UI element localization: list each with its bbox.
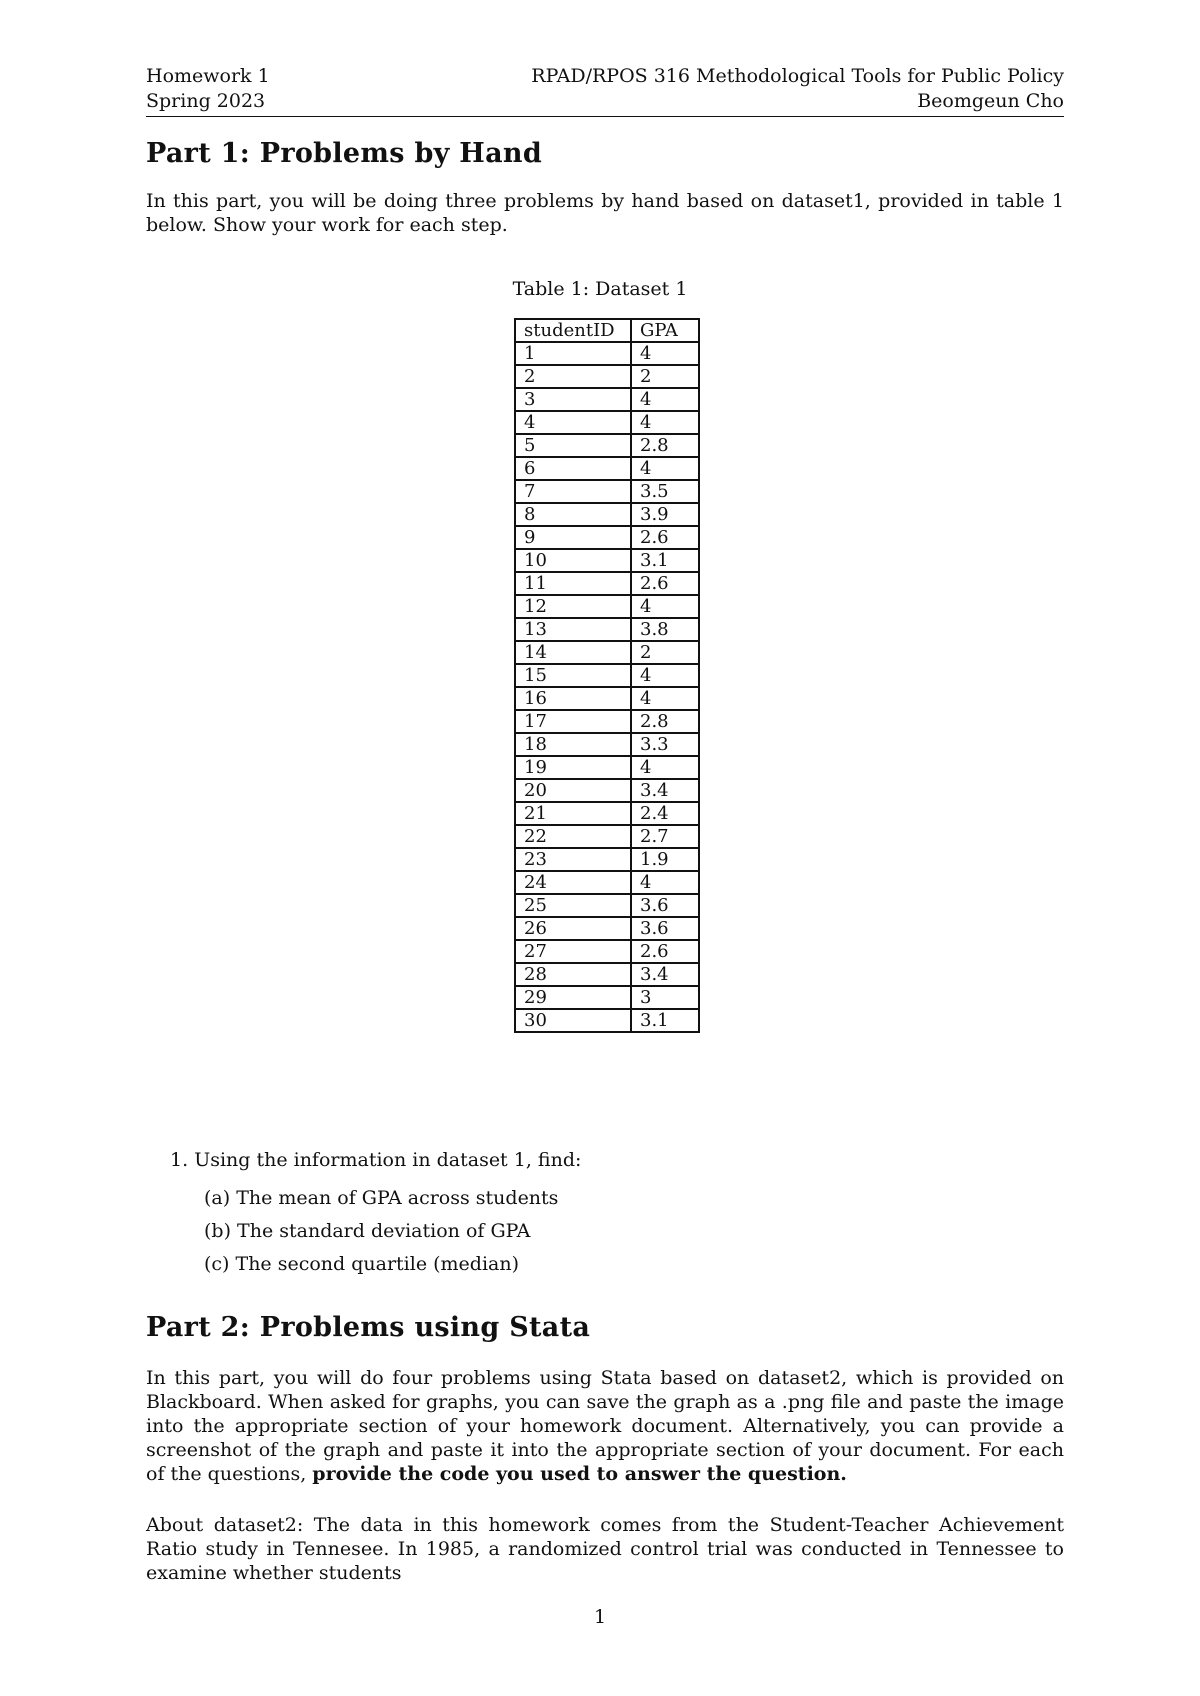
list-item xyxy=(204,1220,558,1253)
cell-gpa: 4 xyxy=(631,756,699,779)
table-row xyxy=(515,894,699,917)
cell-studentid: 23 xyxy=(515,848,631,871)
cell-gpa: 4 xyxy=(631,664,699,687)
table-row xyxy=(515,917,699,940)
table-row xyxy=(515,457,699,480)
table-row xyxy=(515,825,699,848)
table-row xyxy=(515,526,699,549)
cell-studentid: 5 xyxy=(515,434,631,457)
table-row xyxy=(515,963,699,986)
cell-gpa: 2 xyxy=(631,365,699,388)
header-course-title: RPAD/RPOS 316 Methodological Tools for Public Policy xyxy=(531,65,1064,87)
table-caption: Table 1: Dataset 1 xyxy=(512,278,688,300)
cell-studentid: 8 xyxy=(515,503,631,526)
page-header xyxy=(146,64,1064,114)
cell-studentid: 22 xyxy=(515,825,631,848)
cell-studentid: 16 xyxy=(515,687,631,710)
header-author: Beomgeun Cho xyxy=(917,90,1064,112)
cell-gpa: 3 xyxy=(631,986,699,1009)
cell-studentid: 21 xyxy=(515,802,631,825)
cell-gpa: 4 xyxy=(631,687,699,710)
table-row xyxy=(515,641,699,664)
table-row xyxy=(515,1009,699,1032)
cell-studentid: 7 xyxy=(515,480,631,503)
cell-gpa: 4 xyxy=(631,457,699,480)
table-row xyxy=(515,434,699,457)
part2-intro xyxy=(146,1366,1064,1486)
list-item xyxy=(204,1187,558,1220)
table-row xyxy=(515,848,699,871)
item-label: (c) xyxy=(204,1253,230,1275)
cell-studentid: 9 xyxy=(515,526,631,549)
cell-studentid: 13 xyxy=(515,618,631,641)
part2-intro-bold: provide the code you used to answer the question. xyxy=(312,1463,847,1485)
cell-gpa: 4 xyxy=(631,388,699,411)
cell-gpa: 4 xyxy=(631,411,699,434)
cell-gpa: 2.4 xyxy=(631,802,699,825)
question-number: 1. xyxy=(170,1149,189,1171)
cell-studentid: 10 xyxy=(515,549,631,572)
table-row xyxy=(515,871,699,894)
header-semester: Spring 2023 xyxy=(146,90,266,112)
column-header-studentid: studentID xyxy=(515,319,631,342)
question-1 xyxy=(170,1148,581,1172)
item-label: (b) xyxy=(204,1220,231,1242)
table-row xyxy=(515,572,699,595)
cell-studentid: 2 xyxy=(515,365,631,388)
cell-gpa: 3.8 xyxy=(631,618,699,641)
cell-studentid: 15 xyxy=(515,664,631,687)
cell-gpa: 3.3 xyxy=(631,733,699,756)
item-text: The standard deviation of GPA xyxy=(237,1220,531,1242)
cell-studentid: 19 xyxy=(515,756,631,779)
table-row xyxy=(515,986,699,1009)
cell-studentid: 20 xyxy=(515,779,631,802)
cell-studentid: 12 xyxy=(515,595,631,618)
cell-gpa: 4 xyxy=(631,871,699,894)
table-row xyxy=(515,388,699,411)
table-body xyxy=(515,342,699,1032)
cell-gpa: 2.6 xyxy=(631,940,699,963)
table-row xyxy=(515,595,699,618)
question-text: Using the information in dataset 1, find: xyxy=(194,1149,582,1171)
cell-gpa: 1.9 xyxy=(631,848,699,871)
item-label: (a) xyxy=(204,1187,231,1209)
cell-studentid: 29 xyxy=(515,986,631,1009)
cell-studentid: 4 xyxy=(515,411,631,434)
cell-gpa: 3.6 xyxy=(631,917,699,940)
cell-gpa: 3.1 xyxy=(631,1009,699,1032)
cell-gpa: 3.5 xyxy=(631,480,699,503)
part2-title: Part 2: Problems using Stata xyxy=(146,1312,591,1343)
cell-studentid: 11 xyxy=(515,572,631,595)
cell-gpa: 2.6 xyxy=(631,526,699,549)
table-row xyxy=(515,664,699,687)
cell-gpa: 2.7 xyxy=(631,825,699,848)
cell-gpa: 3.1 xyxy=(631,549,699,572)
cell-studentid: 24 xyxy=(515,871,631,894)
cell-gpa: 2.8 xyxy=(631,710,699,733)
header-course-homework: Homework 1 xyxy=(146,65,270,87)
table-row xyxy=(515,503,699,526)
cell-studentid: 30 xyxy=(515,1009,631,1032)
dataset2-description: About dataset2: The data in this homework comes from the Student-Teacher Achievement Ratio study in Tennesee. In 1985, a randomized control trial was conducted in Tennessee to examine whether students xyxy=(146,1514,1064,1584)
cell-gpa: 3.6 xyxy=(631,894,699,917)
table-row xyxy=(515,710,699,733)
table-row xyxy=(515,779,699,802)
cell-gpa: 2.8 xyxy=(631,434,699,457)
table-row xyxy=(515,618,699,641)
cell-studentid: 14 xyxy=(515,641,631,664)
cell-studentid: 18 xyxy=(515,733,631,756)
cell-gpa: 4 xyxy=(631,595,699,618)
cell-gpa: 3.9 xyxy=(631,503,699,526)
table-row xyxy=(515,687,699,710)
part1-title: Part 1: Problems by Hand xyxy=(146,138,543,169)
header-rule xyxy=(146,116,1064,117)
cell-gpa: 3.4 xyxy=(631,963,699,986)
cell-studentid: 3 xyxy=(515,388,631,411)
dataset-table xyxy=(514,318,700,1033)
column-header-gpa: GPA xyxy=(631,319,699,342)
cell-gpa: 2.6 xyxy=(631,572,699,595)
item-text: The mean of GPA across students xyxy=(236,1187,559,1209)
cell-gpa: 2 xyxy=(631,641,699,664)
table-row xyxy=(515,940,699,963)
table-row xyxy=(515,733,699,756)
table-header-row xyxy=(515,319,699,342)
cell-gpa: 3.4 xyxy=(631,779,699,802)
cell-studentid: 1 xyxy=(515,342,631,365)
cell-studentid: 28 xyxy=(515,963,631,986)
cell-studentid: 25 xyxy=(515,894,631,917)
table-row xyxy=(515,802,699,825)
table-row xyxy=(515,549,699,572)
item-text: The second quartile (median) xyxy=(235,1253,519,1275)
table-row xyxy=(515,342,699,365)
table-row xyxy=(515,756,699,779)
cell-studentid: 26 xyxy=(515,917,631,940)
list-item xyxy=(204,1253,558,1286)
cell-gpa: 4 xyxy=(631,342,699,365)
table-row xyxy=(515,365,699,388)
question-1-subitems xyxy=(204,1187,558,1286)
cell-studentid: 6 xyxy=(515,457,631,480)
page-number: 1 xyxy=(593,1606,607,1628)
cell-studentid: 17 xyxy=(515,710,631,733)
cell-studentid: 27 xyxy=(515,940,631,963)
table-row xyxy=(515,411,699,434)
part1-intro: In this part, you will be doing three problems by hand based on dataset1, provided in table 1 below. Show your work for each step. xyxy=(146,190,1064,236)
table-row xyxy=(515,480,699,503)
part2-intro-text: In this part, you will do four problems using Stata based on dataset2, which is provided on Blackboard. When asked for graphs, you can save the graph as a .png file and paste the image into the appropriate section of your homework document. Alternatively, you can provide a screenshot of the graph and paste it into the appropriate section of your document. For each of the questions, xyxy=(146,1367,1064,1485)
